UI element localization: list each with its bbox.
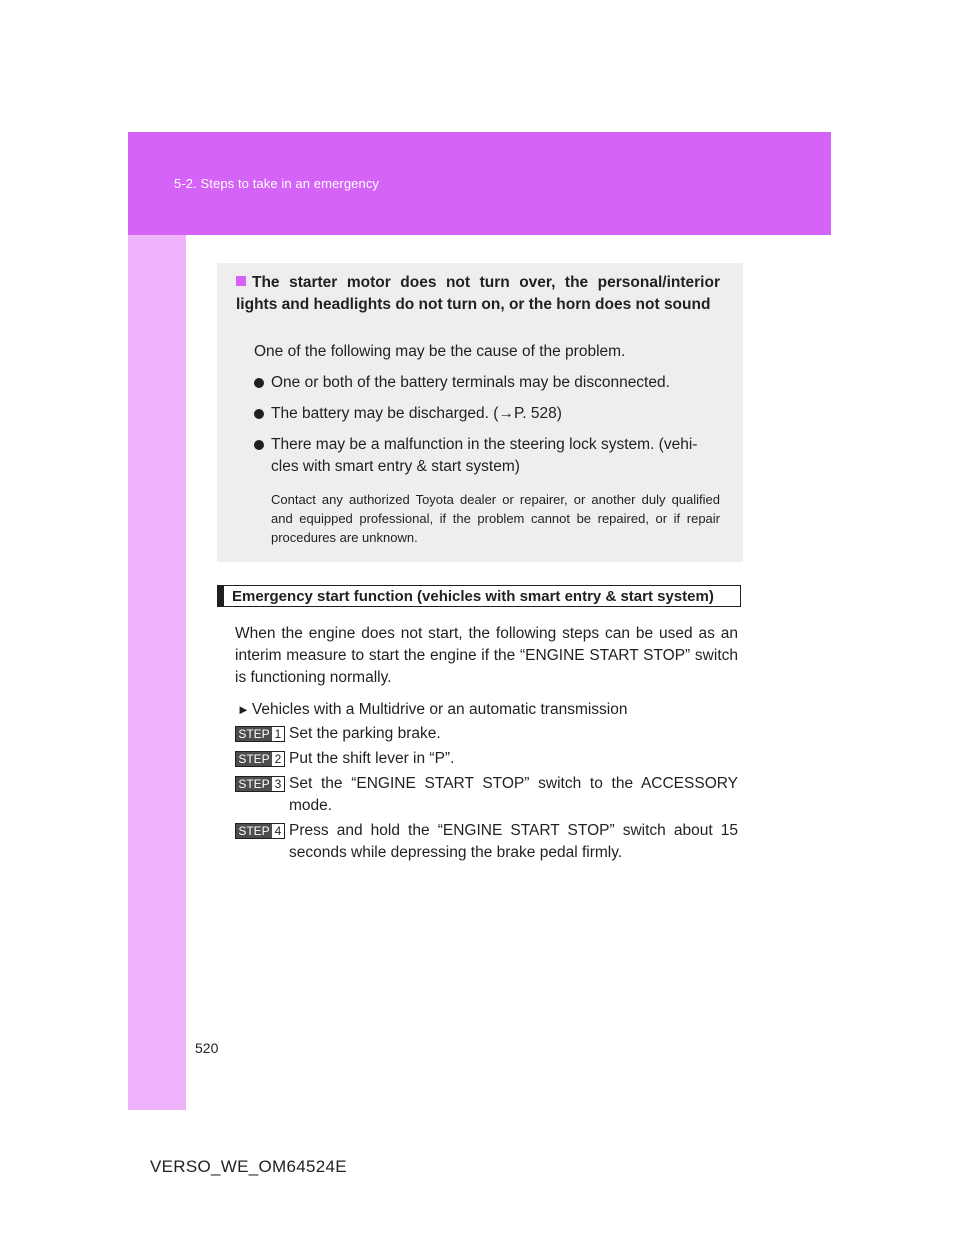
- note-advice: Contact any authorized Toyota dealer or repairer, or another duly qualified and equipped professional, if the problem cannot be repaired, or if repair procedures are unknown.: [271, 492, 720, 545]
- vehicle-type-text: Vehicles with a Multidrive or an automatic transmission: [251, 701, 628, 718]
- bullet-dot-icon: [254, 378, 264, 388]
- step-text: Put the shift lever in “P”.: [289, 750, 455, 767]
- page-number: 520: [195, 1040, 219, 1056]
- cause-list: [254, 372, 720, 487]
- step-text: Set the “ENGINE START STOP” switch to the ACCESSORY mode.: [289, 775, 738, 814]
- triangle-arrow-icon: ►: [237, 702, 250, 717]
- note-heading: [236, 272, 720, 316]
- note-heading-text: The starter motor does not turn over, the personal/interior lights and headlights do not turn on, or the horn does not sound: [236, 274, 720, 313]
- section-breadcrumb: 5-2. Steps to take in an emergency: [174, 176, 380, 191]
- section-bar-accent: [218, 586, 224, 606]
- section-title-bar: [217, 585, 741, 607]
- footer-code: VERSO_WE_OM64524E: [150, 1157, 347, 1176]
- step-badge: STEP 1: [235, 726, 285, 742]
- vehicle-type-line: [237, 699, 627, 721]
- side-thumb-band: [128, 235, 186, 1110]
- list-item: There may be a malfunction in the steering lock system. (vehi-cles with smart entry & start system): [254, 434, 720, 478]
- bullet-dot-icon: [254, 409, 264, 419]
- note-intro: One of the following may be the cause of the problem.: [254, 343, 626, 360]
- section-body: When the engine does not start, the following steps can be used as an interim measure to start the engine if the “ENGINE START STOP” switch is functioning normally.: [235, 625, 738, 686]
- step-badge: STEP 2: [235, 751, 285, 767]
- bullet-dot-icon: [254, 440, 264, 450]
- step-badge: STEP 3: [235, 776, 285, 792]
- square-bullet-icon: [236, 276, 246, 286]
- step-badge: STEP 4: [235, 823, 285, 839]
- list-item: One or both of the battery terminals may be disconnected.: [254, 372, 720, 394]
- step-text: Set the parking brake.: [289, 725, 441, 742]
- step-text: Press and hold the “ENGINE START STOP” switch about 15 seconds while depressing the brake pedal firmly.: [289, 822, 738, 861]
- section-title: Emergency start function (vehicles with smart entry & start system): [232, 588, 714, 605]
- list-item: The battery may be discharged. (→P. 528): [254, 403, 720, 425]
